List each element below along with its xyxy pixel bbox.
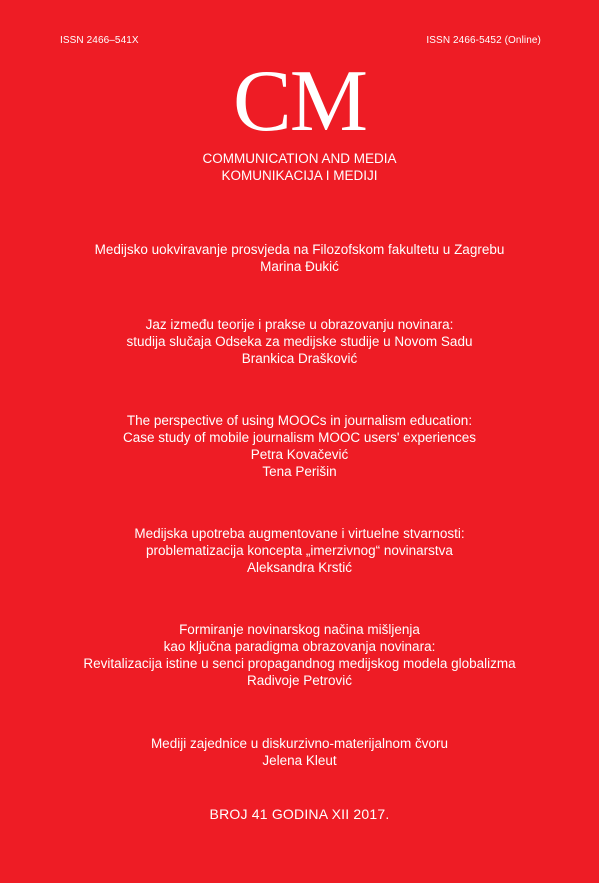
article-6 <box>0 735 599 769</box>
article-1 <box>0 241 599 275</box>
article-title-line: studija slučaja Odseka za medijske studije u Novom Sadu <box>126 334 473 349</box>
issn-print: ISSN 2466–541X <box>60 35 139 46</box>
article-title-line: problematizacija koncepta „imerzivnog“ novinarstva <box>146 543 453 558</box>
article-title-line: The perspective of using MOOCs in journalism education: <box>126 413 473 428</box>
article-author: Petra Kovačević <box>250 447 349 462</box>
article-title-line: Jaz između teorije i prakse u obrazovanju novinara: <box>145 317 454 332</box>
article-2 <box>0 316 599 367</box>
article-author: Jelena Kleut <box>262 753 337 768</box>
journal-name <box>0 150 599 184</box>
article-title-line: Mediji zajednice u diskurzivno-materijalnom čvoru <box>150 736 449 751</box>
article-title-line: Formiranje novinarskog načina mišljenja <box>179 622 420 637</box>
article-3 <box>0 412 599 480</box>
issue-number: BROJ 41 GODINA XII 2017. <box>209 806 390 822</box>
journal-name-en: COMMUNICATION AND MEDIA <box>202 151 397 166</box>
journal-name-local: KOMUNIKACIJA I MEDIJI <box>221 168 378 183</box>
article-author: Tena Perišin <box>262 464 337 479</box>
article-title-line: kao ključna paradigma obrazovanja novinara: <box>163 639 436 654</box>
article-title-line: Revitalizacija istine u senci propagandnog medijskog modela globalizma <box>83 656 516 671</box>
journal-logo: CM <box>233 53 366 150</box>
article-4 <box>0 525 599 576</box>
article-author: Aleksandra Krstić <box>246 560 353 575</box>
article-5 <box>0 621 599 689</box>
article-title-line: Medijska upotreba augmentovane i virtuelne stvarnosti: <box>134 526 465 541</box>
article-author: Brankica Drašković <box>241 351 358 366</box>
issn-online: ISSN 2466-5452 (Online) <box>426 35 541 46</box>
article-author: Marina Đukić <box>260 259 339 274</box>
article-title-line: Medijsko uokviravanje prosvjeda na Filozofskom fakultetu u Zagrebu <box>94 242 505 257</box>
article-title-line: Case study of mobile journalism MOOC users' experiences <box>123 430 476 445</box>
article-author: Radivoje Petrović <box>246 673 353 688</box>
